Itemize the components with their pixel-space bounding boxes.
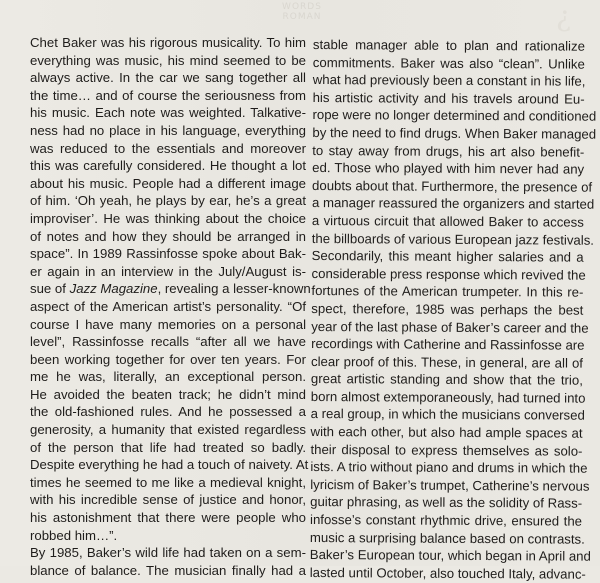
left-column-line: his music. Each note was weighted. Talkative-	[30, 105, 306, 121]
ghost-header-bleed: WORDS ROMAN	[282, 2, 322, 22]
magazine-title: Jazz Magazine	[69, 281, 158, 297]
left-column-line: space”. In 1989 Rassinfosse spoke about Bak-	[30, 246, 306, 262]
left-column-line: er again in an interview in the July/August is-	[30, 263, 306, 279]
left-column-line: always active. In the car we sang together all	[30, 70, 306, 86]
left-column-line: ness had no place in his language, everything	[30, 122, 306, 138]
corner-ghost-mark: ¿	[556, 0, 572, 33]
left-column-line: level”, Rassinfosse recalls “after all we have	[30, 334, 306, 350]
left-column-line: times he seemed to me like a medieval knight,	[30, 474, 306, 490]
right-column-line: considerable press response which revived the	[311, 265, 586, 283]
left-column-line: of the person that life had treated so badly.	[30, 439, 306, 455]
left-column-line: robbed him…”.	[30, 527, 118, 543]
left-column-line: By 1985, Baker’s wild life had taken on a sem-	[30, 545, 306, 561]
right-column-line: commitments. Baker was also “clean”. Unlike	[312, 54, 585, 72]
right-column-line: by the need to find drugs. When Baker managed	[312, 124, 597, 142]
left-column-line: sue of Jazz Magazine, revealing a lesser-known	[30, 281, 311, 297]
right-column-line: fortunes of the American trumpeter. In this re-	[311, 283, 584, 300]
right-column-line: rope were no longer determined and conditioned	[312, 107, 597, 125]
right-column-line: stable manager able to plan and rationalize	[312, 36, 585, 54]
right-column-line: to stay away from drugs, his art also benefit-	[312, 142, 585, 160]
left-column-line: of him. ‘Oh yeah, he plays by ear, he’s a great	[30, 193, 306, 209]
right-column-line: ists. A trio without piano and drums in which the	[310, 459, 588, 476]
right-column-line: Secondarily, this meant higher salaries and a	[311, 248, 584, 265]
right-column-line: recordings with Catherine and Rassinfosse are	[311, 336, 585, 353]
right-column-line: year of the last phase of Baker’s career and the	[311, 318, 589, 336]
right-column-line: guitar phrasing, as well as the solidity of Rass-	[310, 494, 583, 512]
right-column-line: lyricism of Baker’s trumpet, Catherine’s nervous	[310, 476, 590, 494]
right-column-line: ed. Those who played with him never had any	[312, 160, 585, 177]
right-column-line: doubts about that. Furthermore, the presence of	[312, 177, 593, 195]
left-column-line: of notes and how they should be arranged in	[30, 228, 306, 244]
left-column-line: generosity, a humanity that existed regardless	[30, 422, 306, 438]
right-column-line: their disposal to express themselves as solo-	[310, 441, 583, 459]
right-column-line: with each other, but also had ample spaces at	[310, 424, 583, 441]
right-column-line: his artistic activity and his travels around Eu-	[312, 89, 585, 107]
left-column-line: me he was, literally, an exceptional person.	[30, 369, 306, 385]
left-column-line: this was carefully considered. He thought a lot	[30, 158, 306, 174]
right-column-line: born almost extemporaneously, had turned into	[310, 388, 586, 406]
left-column-line: course I have many memories on a personal	[30, 316, 306, 332]
left-column-line: blance of balance. The musician finally had a	[30, 562, 306, 578]
right-column-line: great artistic standing and show that the trio,	[310, 371, 583, 388]
left-column-line: the old-fashioned rules. And he possessed a	[30, 404, 306, 420]
left-column-line: was reduced to the essentials and moreover	[30, 140, 306, 156]
right-column-line: lasted until October, also touched Italy, advanc-	[309, 564, 586, 582]
left-column-line: He avoided the beaten track; he didn’t mind	[30, 386, 306, 402]
left-column-line: been working together for over ten years. For	[30, 351, 306, 367]
left-column-line: improviser’. He was thinking about the choice	[30, 210, 306, 226]
right-column-line: infosse’s constant rhythmic drive, ensured the	[310, 512, 583, 529]
left-text-column	[30, 34, 311, 579]
left-column-line: the time… and of course the seriousness from	[30, 87, 306, 103]
left-column-line: Chet Baker was his rigorous musicality. To him	[30, 35, 306, 50]
right-column-line: spect, therefore, 1985 was perhaps the best	[311, 300, 584, 318]
right-column-line: clear proof of this. These, in general, are all of	[310, 353, 584, 371]
left-column-line: Despite everything he had a touch of naivety. At	[30, 457, 309, 473]
right-column-line: a real group, in which the musicians conversed	[310, 406, 585, 424]
right-text-column	[309, 36, 597, 583]
right-column-line: what had previously been a constant in his life,	[312, 72, 586, 89]
right-column-line: the billboards of various European jazz festivals.	[311, 230, 595, 248]
left-column-line: everything was music, his mind seemed to be	[30, 52, 306, 68]
right-column-line: music a surprising balance based on contrasts.	[309, 529, 585, 547]
left-column-line: aspect of the American artist’s personality. “Of	[30, 298, 306, 314]
right-column-line: Baker’s European tour, which began in April and	[309, 547, 591, 564]
right-column-line: a manager reassured the organizers and started	[311, 195, 595, 213]
right-column-line: a virtuous circuit that allowed Baker to access	[311, 212, 584, 230]
left-column-line: his astonishment that there were people who	[30, 510, 306, 526]
left-column-line: about his music. People had a different image	[30, 175, 306, 191]
left-column-line: with his incredible sense of justice and honor,	[30, 492, 306, 508]
